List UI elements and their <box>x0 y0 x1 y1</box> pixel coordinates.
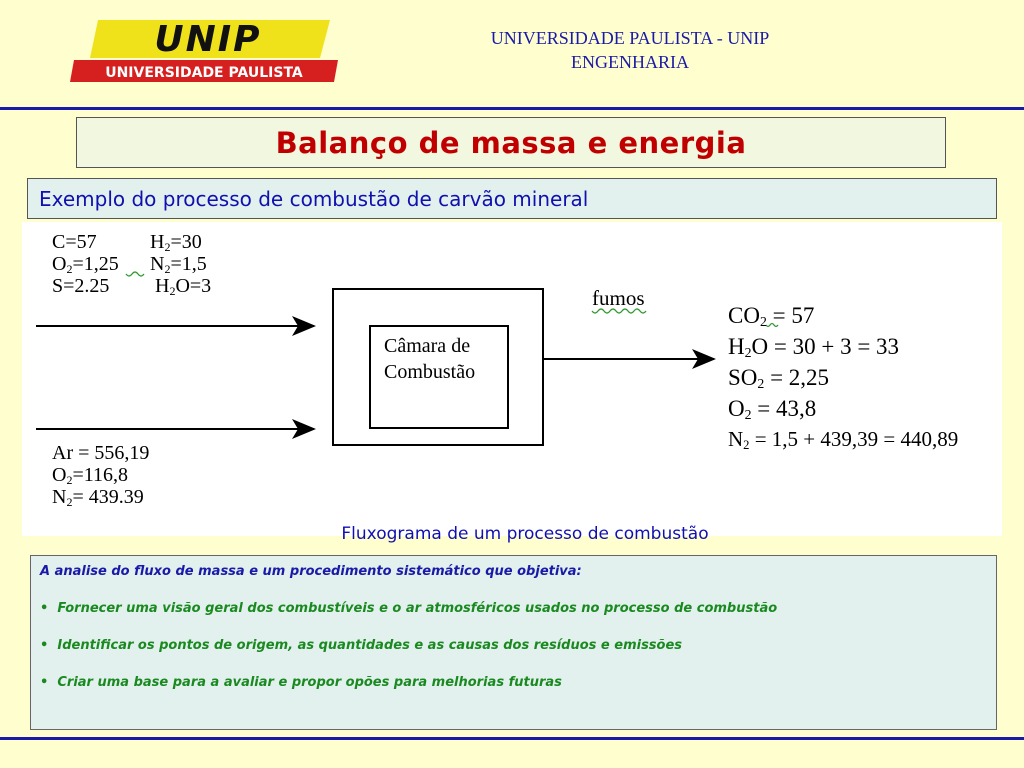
logo-subtitle: UNIVERSIDADE PAULISTA <box>105 65 303 81</box>
air-total: Ar = 556,19 <box>52 442 150 464</box>
department-name: ENGENHARIA <box>571 52 689 72</box>
list-item-text: Criar uma base para a avaliar e propor opões para melhorias futuras <box>57 675 562 690</box>
footer-divider <box>0 737 1024 740</box>
list-item: • Identificar os pontos de origem, as quantidades e as causas dos resíduos e emissões <box>40 638 683 653</box>
fuel-hydrogen: $H_2=30$ <box>150 231 202 254</box>
diagram-caption: Fluxograma de um processo de combustão <box>341 524 709 544</box>
page-title: Balanço de massa e energia <box>275 125 747 160</box>
fuel-carbon: C=57 <box>52 231 97 253</box>
flue-gas-outputs <box>728 300 958 455</box>
unip-logo <box>68 18 340 84</box>
subtitle-box <box>27 178 997 219</box>
header-divider <box>0 107 1024 110</box>
list-item-text: Fornecer uma visão geral dos combustíveis e o ar atmosféricos usados no processo de combustão <box>57 601 778 616</box>
output-o2: $O_2 = 43,8$ <box>728 396 817 422</box>
title-box <box>76 117 946 168</box>
fuel-water: $H_2O=3$ <box>155 275 212 298</box>
institution-name: UNIVERSIDADE PAULISTA - UNIP <box>490 28 770 48</box>
analysis-box <box>30 555 997 730</box>
output-n2: $N_2 = 1,5 + 439,39 = 440,89$ <box>728 427 959 452</box>
fuel-nitrogen: $N_2=1,5$ <box>150 253 207 276</box>
output-so2: $SO_2 = 2,25$ <box>728 365 830 391</box>
chamber-label-line1: Câmara de <box>384 335 471 357</box>
logo-wordmark: UNIP <box>154 19 262 60</box>
list-item-text: Identificar os pontos de origem, as quantidades e as causas dos resíduos e emissões <box>57 638 683 653</box>
air-nitrogen: $N_2= 439.39$ <box>52 486 144 509</box>
air-inputs <box>52 442 149 508</box>
chamber-label-line2: Combustão <box>384 361 476 383</box>
spellcheck-squiggle <box>126 272 144 276</box>
output-h2o: $H_2O = 30 + 3 = 33$ <box>728 334 900 360</box>
output-co2: $CO_2 = 57$ <box>728 303 815 329</box>
combustion-flow-diagram <box>22 222 1002 536</box>
list-item: • Fornecer uma visão geral dos combustíveis e o ar atmosféricos usados no processo de combustão <box>40 601 778 616</box>
air-oxygen: $O_2=116,8$ <box>52 464 128 487</box>
analysis-intro: A analise do fluxo de massa e um procedimento sistemático que objetiva: <box>40 564 582 579</box>
chamber-label <box>384 333 475 385</box>
fuel-oxygen: $O_2=1,25$ <box>52 253 119 276</box>
institution-header <box>380 26 880 74</box>
fuel-sulfur: S=2.25 <box>52 275 110 297</box>
flue-gas-label: fumos <box>592 286 645 310</box>
subtitle-text: Exemplo do processo de combustão de carvão mineral <box>39 186 589 211</box>
list-item: • Criar uma base para a avaliar e propor opões para melhorias futuras <box>40 675 562 690</box>
